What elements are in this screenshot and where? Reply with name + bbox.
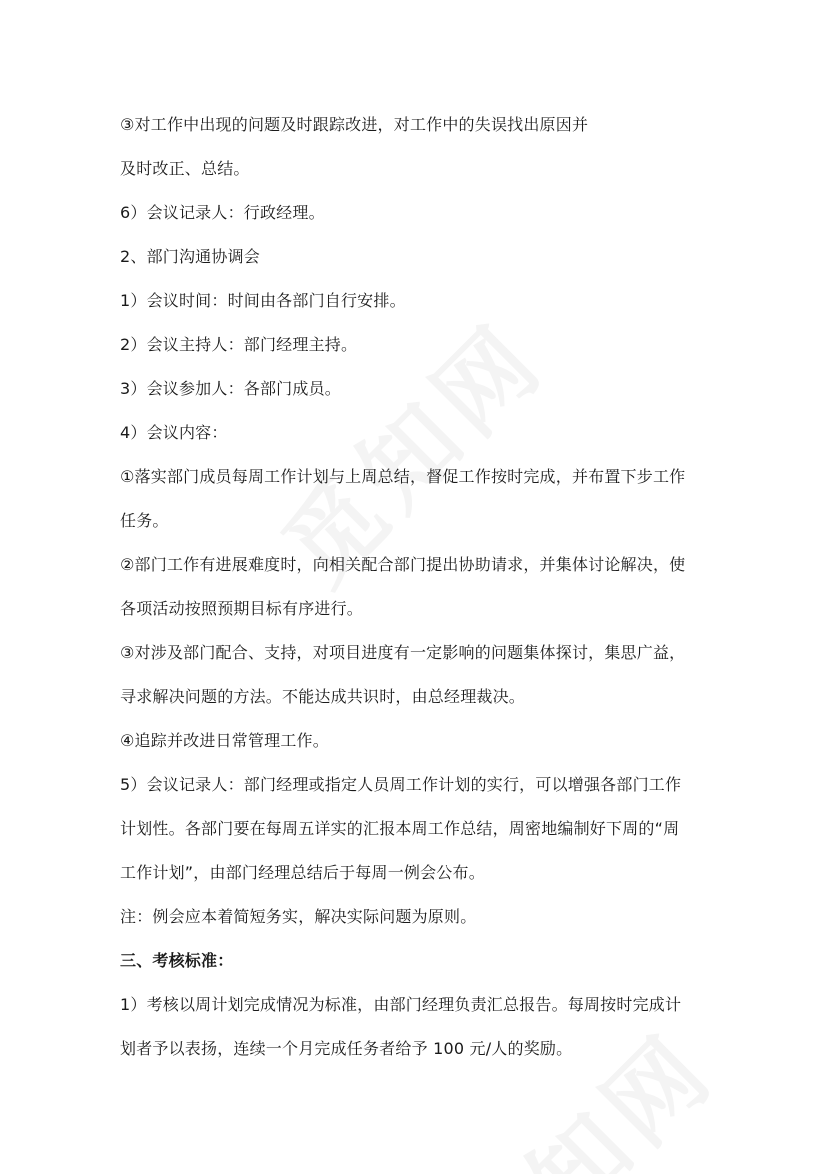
section-heading-bold: 三、考核标准：: [120, 951, 234, 970]
note-line: 注：例会应本着简短务实，解决实际问题为原则。: [120, 907, 477, 926]
paragraph-line: 4）会议内容：: [120, 423, 228, 442]
paragraph-line: 任务。: [120, 511, 169, 530]
section-heading: 2、部门沟通协调会: [120, 247, 260, 266]
paragraph-line: 5）会议记录人：部门经理或指定人员周工作计划的实行，可以增强各部门工作: [120, 775, 682, 794]
paragraph-line: 3）会议参加人：各部门成员。: [120, 379, 341, 398]
paragraph-line: 2）会议主持人：部门经理主持。: [120, 335, 358, 354]
paragraph-line: ①落实部门成员每周工作计划与上周总结，督促工作按时完成，并布置下步工作: [120, 467, 686, 486]
paragraph-line: 计划性。各部门要在每周五详实的汇报本周工作总结，周密地编制好下周的“周: [120, 819, 680, 838]
paragraph-line: ③对涉及部门配合、支持，对项目进度有一定影响的问题集体探讨，集思广益，: [120, 643, 686, 662]
paragraph-line: 1）考核以周计划完成情况为标准，由部门经理负责汇总报告。每周按时完成计: [120, 995, 682, 1014]
paragraph-line: 1）会议时间：时间由各部门自行安排。: [120, 291, 406, 310]
paragraph-line: ②部门工作有进展难度时，向相关配合部门提出协助请求，并集体讨论解决，使: [120, 555, 686, 574]
paragraph-line: 工作计划”，由部门经理总结后于每周一例会公布。: [120, 863, 485, 882]
paragraph-line: ④追踪并改进日常管理工作。: [120, 731, 329, 750]
paragraph-line: 及时改正、总结。: [120, 159, 250, 178]
paragraph-line: 6）会议记录人：行政经理。: [120, 203, 325, 222]
paragraph-line: 寻求解决问题的方法。不能达成共识时，由总经理裁决。: [120, 687, 526, 706]
paragraph-line: 各项活动按照预期目标有序进行。: [120, 599, 364, 618]
paragraph-line: ③对工作中出现的问题及时跟踪改进，对工作中的失误找出原因并: [120, 115, 589, 134]
document-body: [120, 103, 720, 1071]
paragraph-line: 划者予以表扬，连续一个月完成任务者给予 100 元/人的奖励。: [120, 1039, 573, 1058]
